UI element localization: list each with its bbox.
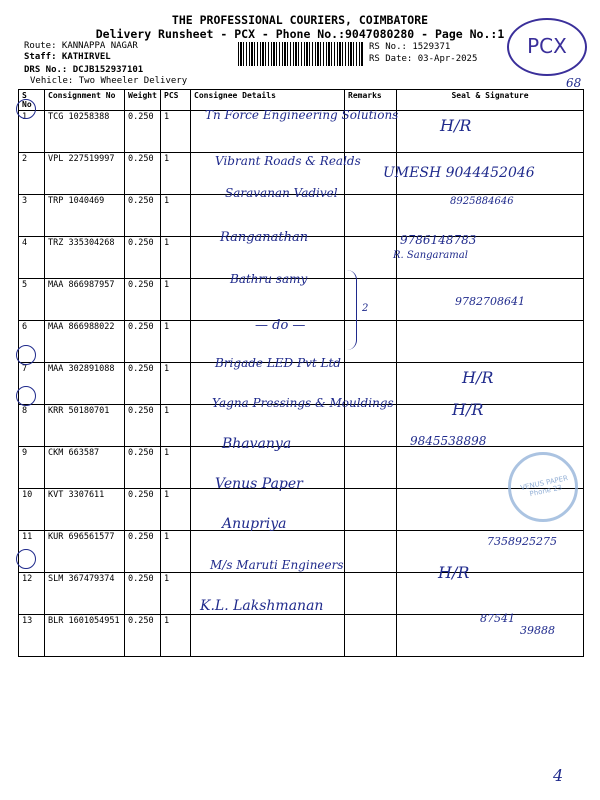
handwritten-signature: R. Sangaramal [393, 250, 468, 261]
rs-date: RS Date: 03-Apr-2025 [369, 54, 478, 64]
bracket-mark [346, 270, 357, 350]
cell-weight: 0.250 [125, 573, 161, 615]
cell-sno: 10 [19, 489, 45, 531]
handwritten-consignee: Brigade LED Pvt Ltd [215, 356, 341, 370]
cell-consignment: KUR 696561577 [45, 531, 125, 573]
cell-weight: 0.250 [125, 363, 161, 405]
circle-mark [16, 549, 36, 569]
circle-mark [16, 99, 36, 119]
handwritten-consignee: K.L. Lakshmanan [200, 598, 324, 614]
handwritten-consignee: Anupriya [222, 516, 287, 532]
handwritten-consignee: Venus Paper [215, 476, 303, 492]
handwritten-signature: 87541 [480, 612, 515, 625]
cell-remarks [345, 489, 397, 531]
handwritten-signature: 7358925275 [487, 535, 557, 548]
drs-number: DRS No.: DCJB152937101 [24, 65, 144, 75]
handwritten-signature: H/R [440, 116, 472, 135]
cell-remarks [345, 447, 397, 489]
cell-sno: 12 [19, 573, 45, 615]
cell-weight: 0.250 [125, 405, 161, 447]
document-subtitle: Delivery Runsheet - PCX - Phone No.:9047080280 - Page No.:1 [95, 27, 505, 41]
document-title: THE PROFESSIONAL COURIERS, COIMBATORE [171, 13, 429, 27]
cell-pcs: 1 [161, 573, 191, 615]
cell-sno: 7 [19, 363, 45, 405]
handwritten-note: 2 [362, 303, 369, 314]
cell-pcs: 1 [161, 363, 191, 405]
cell-remarks [345, 531, 397, 573]
cell-sno: 1 [19, 111, 45, 153]
rs-number: RS No.: 1529371 [369, 42, 451, 52]
cell-sno: 4 [19, 237, 45, 279]
cell-weight: 0.250 [125, 321, 161, 363]
cell-consignment: SLM 367479374 [45, 573, 125, 615]
cell-sno: 11 [19, 531, 45, 573]
cell-consignee [191, 615, 345, 657]
cell-signature [397, 111, 584, 153]
pcx-stamp: PCX [507, 18, 587, 76]
handwritten-consignee: Saravanan Vadivel [225, 186, 338, 200]
cell-remarks [345, 615, 397, 657]
cell-consignment: MAA 866987957 [45, 279, 125, 321]
cell-pcs: 1 [161, 279, 191, 321]
table-row [19, 405, 584, 447]
handwritten-consignee: Vibrant Roads & Realds [215, 154, 361, 168]
cell-sno: 3 [19, 195, 45, 237]
cell-weight: 0.250 [125, 615, 161, 657]
handwritten-consignee: — do — [255, 318, 306, 333]
cell-pcs: 1 [161, 237, 191, 279]
col-signature: Seal & Signature [397, 90, 584, 111]
barcode [238, 42, 364, 66]
col-remarks: Remarks [345, 90, 397, 111]
cell-sno: 9 [19, 447, 45, 489]
col-consignment: Consignment No [45, 90, 125, 111]
handwritten-signature: 39888 [520, 624, 555, 637]
cell-consignment: KVT 3307611 [45, 489, 125, 531]
cell-pcs: 1 [161, 405, 191, 447]
cell-pcs: 1 [161, 195, 191, 237]
col-pcs: PCS [161, 90, 191, 111]
cell-pcs: 1 [161, 531, 191, 573]
cell-weight: 0.250 [125, 111, 161, 153]
company-seal: VENUS PAPER Phone 23 [508, 452, 578, 522]
handwritten-signature: H/R [462, 368, 494, 387]
handwritten-consignee: Bhavanya [222, 436, 292, 452]
cell-consignment: TRP 1040469 [45, 195, 125, 237]
cell-weight: 0.250 [125, 489, 161, 531]
handwritten-consignee: M/s Maruti Engineers [210, 558, 344, 572]
cell-consignment: CKM 663587 [45, 447, 125, 489]
col-sno: S No [19, 90, 45, 111]
handwritten-signature: H/R [452, 400, 484, 419]
cell-pcs: 1 [161, 321, 191, 363]
circle-mark [16, 345, 36, 365]
cell-weight: 0.250 [125, 279, 161, 321]
handwritten-signature: H/R [438, 563, 470, 582]
cell-signature [397, 573, 584, 615]
cell-pcs: 1 [161, 615, 191, 657]
cell-consignment: TCG 10258388 [45, 111, 125, 153]
cell-weight: 0.250 [125, 531, 161, 573]
handwritten-signature: 9782708641 [455, 295, 525, 308]
cell-sno: 2 [19, 153, 45, 195]
cell-consignment: KRR 50180701 [45, 405, 125, 447]
cell-pcs: 1 [161, 153, 191, 195]
handwritten-signature: 8925884646 [450, 196, 514, 207]
handwritten-consignee: Ranganathan [220, 230, 309, 245]
handwritten-consignee: Yagna Pressings & Mouldings [212, 396, 394, 410]
route: Route: KANNAPPA NAGAR [24, 41, 138, 51]
cell-weight: 0.250 [125, 237, 161, 279]
cell-consignment: MAA 866988022 [45, 321, 125, 363]
page-note: 4 [553, 766, 564, 785]
cell-sno: 13 [19, 615, 45, 657]
cell-remarks [345, 405, 397, 447]
cell-consignment: BLR 1601054951 [45, 615, 125, 657]
cell-consignment: TRZ 335304268 [45, 237, 125, 279]
cell-sno: 5 [19, 279, 45, 321]
cell-remarks [345, 195, 397, 237]
cell-weight: 0.250 [125, 447, 161, 489]
cell-sno: 8 [19, 405, 45, 447]
handwritten-signature: 9786148783 [400, 233, 477, 247]
cell-remarks [345, 573, 397, 615]
cell-weight: 0.250 [125, 153, 161, 195]
cell-pcs: 1 [161, 447, 191, 489]
handwritten-consignee: Bathru samy [230, 272, 308, 286]
table-row [19, 489, 584, 531]
vehicle: Vehicle: Two Wheeler Delivery [30, 76, 188, 86]
cell-pcs: 1 [161, 489, 191, 531]
handwritten-consignee: Tn Force Engineering Solutions [205, 108, 399, 122]
cell-pcs: 1 [161, 111, 191, 153]
cell-consignment: MAA 302891088 [45, 363, 125, 405]
col-consignee: Consignee Details [191, 90, 345, 111]
cell-weight: 0.250 [125, 195, 161, 237]
stamp-number: 68 [566, 76, 582, 90]
cell-signature [397, 321, 584, 363]
circle-mark [16, 386, 36, 406]
handwritten-signature: UMESH 9044452046 [383, 165, 535, 181]
cell-consignment: VPL 227519997 [45, 153, 125, 195]
col-weight: Weight [125, 90, 161, 111]
cell-sno: 6 [19, 321, 45, 363]
staff: Staff: KATHIRVEL [24, 52, 111, 62]
handwritten-signature: 9845538898 [410, 434, 487, 448]
